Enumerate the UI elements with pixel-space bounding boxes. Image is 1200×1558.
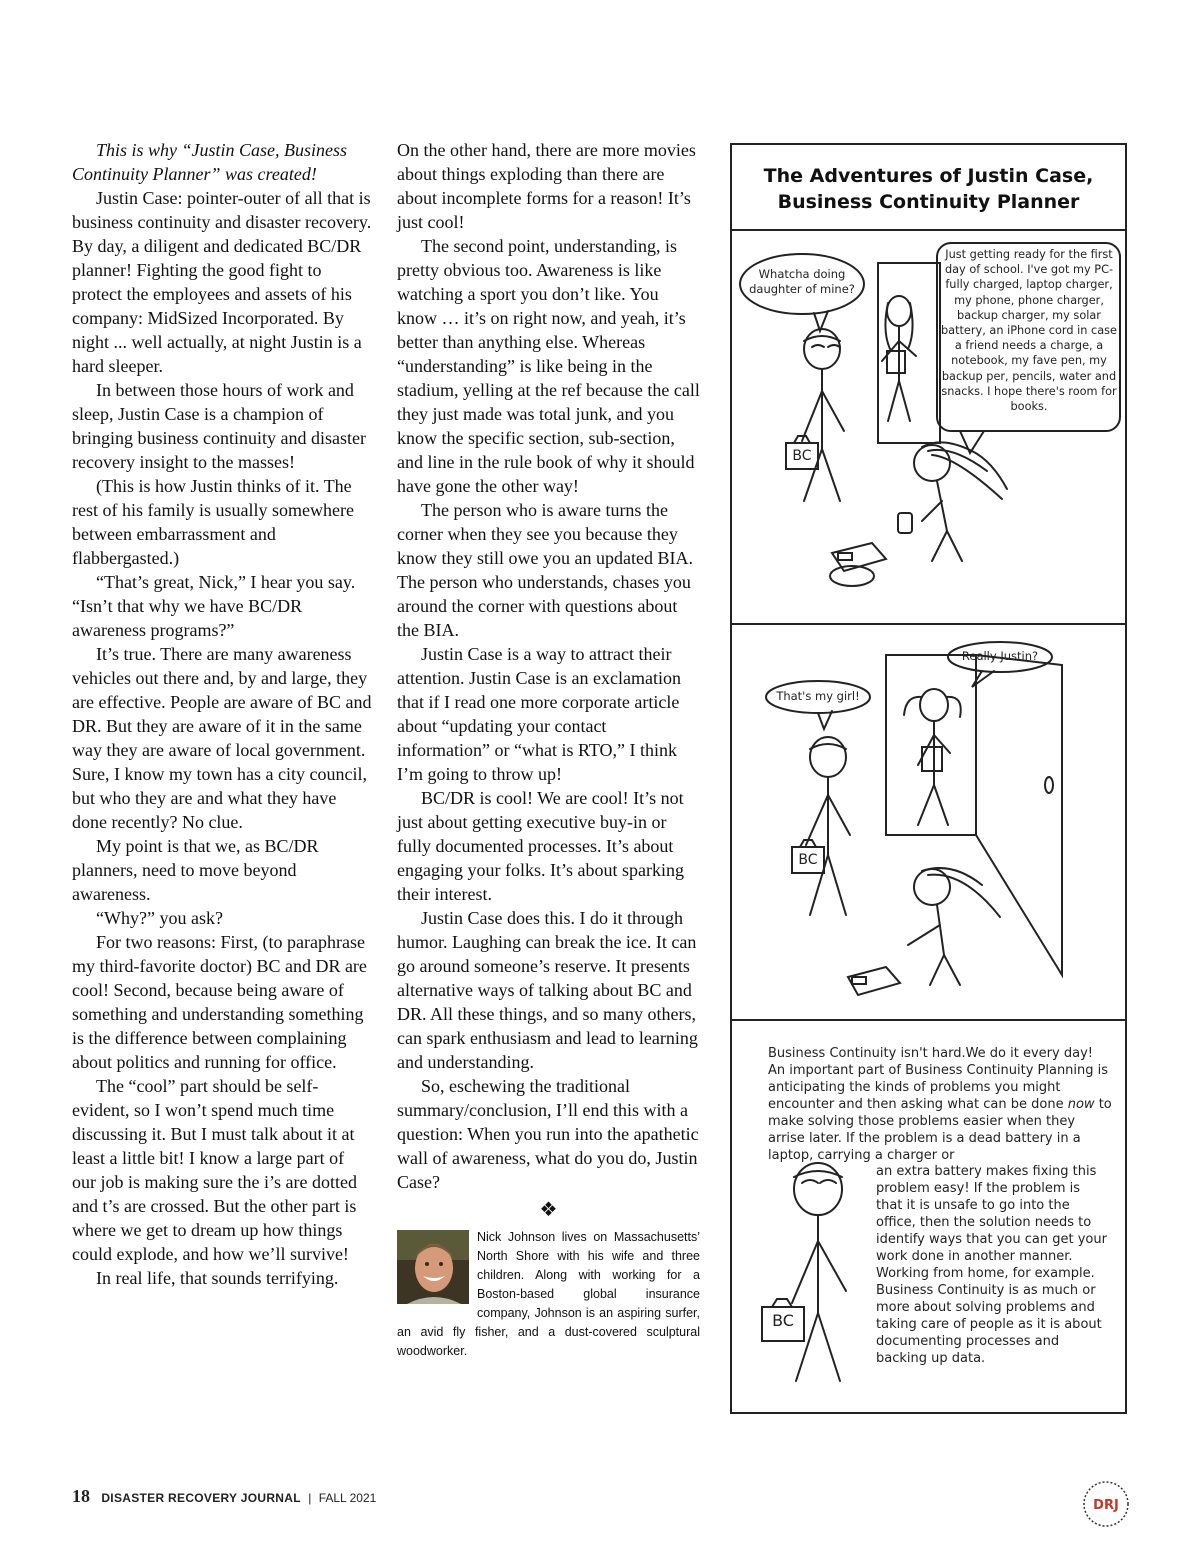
bc-bag-label: BC: [772, 1311, 794, 1330]
comic-strip: [730, 143, 1127, 1414]
end-ornament-icon: ❖: [539, 1199, 558, 1221]
journal-name: DISASTER RECOVERY JOURNAL: [101, 1491, 301, 1505]
paragraph: Justin Case is a way to attract their attention. Justin Case is an exclamation that if I read one more corporate article about “updating your contact information” or “what is RTO,” I think I’m going to throw up!: [397, 644, 681, 784]
paragraph: (This is how Justin thinks of it. The rest of his family is usually somewhere between embarrassment and flabbergasted.): [72, 476, 354, 568]
comic-panel-1: [732, 231, 1125, 625]
issue-label: FALL 2021: [318, 1491, 377, 1505]
panel-2-drawing: [732, 625, 1124, 1019]
daughter-speech-bubble: Just getting ready for the first day of school. I've got my PC-fully charged, laptop charger, my phone, phone charger, backup charger, my solar battery, an iPhone cord in case a friend needs a charge, a notebook, my fave pen, my backup per, pencils, water and snacks. I hope there's room for books.: [940, 248, 1117, 414]
paragraph: The “cool” part should be self-evident, so I won’t spend much time discussing it. But I must talk about it at least a little bit! I know a large part of our job is making sure the i’s are dotted and t’s are crossed. But the other part is where we get to dream up how things could explode, and how we’ll survive!: [72, 1076, 357, 1264]
paragraph: “Why?” you ask?: [96, 908, 223, 928]
paragraph: The second point, understanding, is pretty obvious too. Awareness is like watching a sport you don’t like. You know … it’s on right now, and yeah, it’s better than anything else. Whereas “understanding” is like being in the stadium, yelling at the ref because the call they just made was total junk, and you know the specific section, sub-section, and line in the rule book of why it should have gone the other way!: [397, 236, 700, 496]
article-column-1: [72, 138, 372, 1290]
paragraph: This is why “Justin Case, Business Continuity Planner” was created!: [72, 140, 348, 184]
comic-panel-2: [732, 625, 1125, 1021]
paragraph: Justin Case does this. I do it through humor. Laughing can break the ice. It can go around someone’s reserve. It presents alternative ways of talking about BC and DR. All these things, and so many others, can spark enthusiasm and lead to learning and understanding.: [397, 908, 698, 1072]
panel-3-side-text: an extra battery makes fixing this problem easy! If the problem is that it is unsafe to go into the office, then the solution needs to identify ways that you can get your work done in another manner. Working from home, for example. Business Continuity is as much or more about solving problems and taking care of people as it is about documenting processes and backing up data.: [876, 1164, 1107, 1366]
paragraph: BC/DR is cool! We are cool! It’s not just about getting executive buy-in or fully documented processes. It’s about engaging your folks. It’s about sparking their interest.: [397, 788, 684, 904]
paragraph: The person who is aware turns the corner when they see you because they know they still owe you an updated BIA. The person who understands, chases you around the corner with questions about the BIA.: [397, 500, 693, 640]
paragraph: “That’s great, Nick,” I hear you say. “Isn’t that why we have BC/DR awareness programs?”: [72, 572, 356, 640]
paragraph: My point is that we, as BC/DR planners, need to move beyond awareness.: [72, 836, 319, 904]
page-number: 18: [72, 1486, 90, 1506]
paragraph: For two reasons: First, (to paraphrase my third-favorite doctor) BC and DR are cool! Second, because being aware of something and understanding something is the difference between complaining about politics and running for office.: [72, 932, 367, 1072]
panel-3-intro-text: Business Continuity isn't hard.We do it every day! An important part of Business Continuity Planning is anticipating the kinds of problems you might encounter and then asking what can be done now to make solving those problems easier when they arrise later. If the problem is a dead battery in a laptop, carrying a charger or: [768, 1046, 1112, 1163]
paragraph: Justin Case: pointer-outer of all that is business continuity and disaster recovery. By day, a diligent and dedicated BC/DR planner! Fighting the good fight to protect the employees and assets of his company: MidSized Incorporated. By night ... well actually, at night Justin is a hard sleeper.: [72, 188, 372, 376]
article-column-2: [397, 138, 700, 1361]
drj-logo-icon: [1080, 1478, 1132, 1530]
page-footer: [72, 1486, 376, 1507]
bc-bag-label: BC: [798, 852, 818, 868]
paragraph: So, eschewing the traditional summary/conclusion, I’ll end this with a question: When you run into the apathetic wall of awareness, what do you do, Justin Case?: [397, 1076, 699, 1192]
bio-text: Nick Johnson lives on Massachusetts’ North Shore with his wife and three children. Along with working for a Boston-based global insurance company, Johnson is an aspiring surfer, an avid fly fisher, and a dust-covered sculptural woodworker.: [397, 1230, 700, 1358]
mirror-speech-bubble: Really Justin?: [961, 649, 1039, 663]
paragraph: In real life, that sounds terrifying.: [96, 1268, 339, 1288]
comic-title: The Adventures of Justin Case, Business Continuity Planner: [732, 145, 1125, 231]
bc-bag-label: BC: [792, 448, 812, 464]
svg-text:DRJ: DRJ: [1093, 1498, 1119, 1513]
paragraph: In between those hours of work and sleep, Justin Case is a champion of bringing business continuity and disaster recovery insight to the masses!: [72, 380, 366, 472]
author-bio: [397, 1228, 700, 1361]
dad-speech-bubble: Whatcha doing daughter of mine?: [749, 267, 855, 296]
panel-3-drawing: [732, 1021, 882, 1414]
paragraph: On the other hand, there are more movies about things exploding than there are about incomplete forms for a reason! It’s just cool!: [397, 140, 696, 232]
paragraph: It’s true. There are many awareness vehicles out there and, by and large, they are effective. People are aware of BC and DR. But they are aware of it in the same way they are aware of local government. Sure, I know my town has a city council, but who they are and what they have done recently? No clue.: [72, 644, 372, 832]
comic-panel-3: [732, 1021, 1125, 1414]
footer-separator: |: [308, 1491, 312, 1505]
dad-speech-bubble: That's my girl!: [776, 689, 860, 703]
author-photo: [397, 1230, 469, 1304]
